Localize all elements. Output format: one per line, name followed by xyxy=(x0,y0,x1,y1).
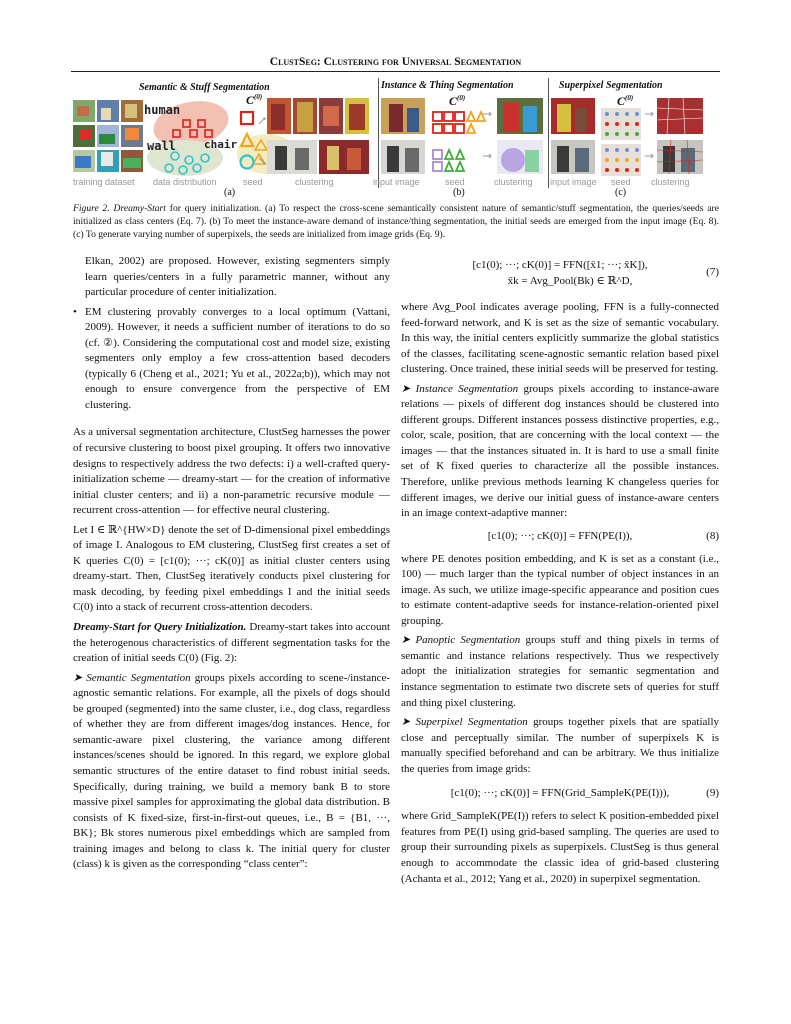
label-clustering-b: clustering xyxy=(494,177,533,187)
label-seed-c: seed xyxy=(611,177,631,187)
paragraph: Elkan, 2002) are proposed. However, existing segmenters simply learn queries/centers in a fully parametric manner, without any particular procedure of center initialization. xyxy=(85,255,390,299)
equation-number: (8) xyxy=(706,529,719,542)
seed-symbol-c: $C^{(0)}$ xyxy=(617,94,634,108)
right-column xyxy=(401,254,719,891)
seed-symbol-b: $C^{(0)}$ xyxy=(449,94,466,108)
paragraph-heading: Dreamy-Start for Query Initialization. xyxy=(73,621,247,634)
label-seed-b: seed xyxy=(445,177,465,187)
label-clustering-a: clustering xyxy=(295,177,334,187)
bullet-item xyxy=(73,305,390,414)
paragraph xyxy=(73,671,390,873)
paragraph: Let I ∈ ℝ^{HW×D} denote the set of D-dimensional pixel embeddings of image I. Analogous to EM clustering, ClustSeg first creates a set of K queries C(0) = [c1(0); ···; cK(0)] as initial cluster centers using dreamy-start. Then, ClustSeg iteratively conducts pixel clustering for mask decoding, by feeding pixel embeddings I and the initial seeds C(0) into a stack of recurrent cross-attention decoders. xyxy=(73,523,390,614)
clustering-result-c xyxy=(645,98,717,176)
equation-9-body: [c1(0); ···; cK(0)] = FFN(Grid_SampleK(PE(I))), xyxy=(450,786,670,799)
paragraph-heading: ➤ Panoptic Segmentation xyxy=(401,634,521,647)
panel-title-instance: Instance & Thing Segmentation xyxy=(381,80,514,91)
clustering-result-b xyxy=(481,98,545,176)
equation-8 xyxy=(401,526,719,548)
caption-label: Figure 2. xyxy=(73,203,110,214)
subfig-letter-a: (a) xyxy=(224,187,236,198)
paragraph-text: groups pixels according to scene-/instance-agnostic semantic relations. For example, all the pixels of dogs should be grouped (segmented) into the same cluster, i.e., dog class, regardless of whether they are from different images/dog instances. Hence, for semantic-aware pixel clustering, the variance among different instances/scenes should be ignored. In this regard, we explore global semantic structures of the entire dataset to find robust initial seeds. Specifically, during training, we build a memory bank B to store massive pixel samples for approximating the global data distribution. B consists of K fixed-size, first-in-first-out queues, i.e., B = {B1, ···, BK}; Bk stores numerous pixel embeddings which are sampled from training images and belong to class k. The initial query for cluster (class) k is given as the corresponding “class center”: xyxy=(73,671,391,871)
label-input-image-c: input image xyxy=(550,177,597,187)
paragraph-heading: ➤ Instance Segmentation xyxy=(401,382,519,395)
seed-symbol-a: $C^{(0)}$ xyxy=(246,93,263,107)
seed-grid-c xyxy=(601,108,651,178)
header-rule xyxy=(71,71,720,72)
equation-8-body: [c1(0); ···; cK(0)] = FFN(PE(I)), xyxy=(487,529,633,542)
label-clustering-c: clustering xyxy=(651,177,690,187)
label-data-distribution: data distribution xyxy=(153,177,217,187)
caption-text: for query initialization. (a) To respect the cross-scene semantically consistent nature of semantic/stuff segmentation, the queries/seeds are initialized as class centers (Eq. 7). (b) To meet the instance-aware demand of instance/thing segmentation, the initial seeds are emerged from the input image (Eq. 8). (c) To generate varying number of superpixels, the seeds are initialized from image grids (Eq. 9). xyxy=(73,203,719,240)
subfig-letter-c: (c) xyxy=(615,187,627,198)
paragraph xyxy=(401,715,719,777)
paragraph-text: groups pixels according to instance-aware relations — pixels of different dog instances should be clustered into different groups. Different instances possess distinctive properties, e.g., color, scale, position, that are concerning with the local context — the images — that the instances situated in. It is hard to use a small finite set of K fixed queries to characterize all the possible instances. Therefore, unlike previous methods learning K changeless queries for different images, we derive our initial guess of instance-aware centers in an image context-adaptive manner: xyxy=(401,382,720,520)
equation-number: (7) xyxy=(706,266,719,278)
subfig-letter-b: (b) xyxy=(453,187,465,198)
equation-7-line-2: x̄k = Avg_Pool(Bk) ∈ ℝ^D, xyxy=(507,275,633,287)
paragraph: where Grid_SampleK(PE(I)) refers to select K position-embedded pixel features from PE(I) using grid-based sampling. The queries are used to group their surrounding pixels as superpixels. ClustSeg is thus general enough to accommodate the classic idea of grid-based clustering (Achanta et al., 2012; Yang et al., 2020) in superpixel segmentation. xyxy=(401,810,719,885)
left-column xyxy=(73,254,390,877)
paragraph: where Avg_Pool indicates average pooling, FFN is a fully-connected feed-forward network, and K is set as the size of semantic vocabulary. In this way, the initial centers explicitly summarize the global statistics of the classes, facilitating scene-agnostic semantic relation based pixel clustering. Once trained, these initial seeds will be preserved for testing. xyxy=(401,301,719,376)
human-blob-label: human xyxy=(144,103,181,117)
label-seed-a: seed xyxy=(243,177,263,187)
equation-7-line-1: [c1(0); ···; cK(0)] = FFN([x̄1; ···; x̄K]), xyxy=(472,259,648,272)
wall-blob-label: wall xyxy=(147,139,176,153)
panel-divider xyxy=(378,78,379,188)
paragraph-text: Dreamy-start takes into account the heterogenous characteristics of different segmentation tasks for the creation of initial seeds C(0) (Fig. 2): xyxy=(73,621,391,665)
paragraph-heading: ➤ Semantic Segmentation xyxy=(73,671,191,684)
equation-7 xyxy=(401,254,719,294)
paragraph-heading: ➤ Superpixel Segmentation xyxy=(401,716,528,729)
bullet-text: EM clustering provably converges to a local optimum (Vattani, 2009). However, it needs a sufficient number of iterations to do so (cf. ②). Considering the computational cost and model size, existing segmenters only employ a few cross-attention based decoders (typically 6 (Cheng et al., 2021; Yu et al., 2022a;b)), which may not enough to ensure convergence from the perspective of EM clustering. xyxy=(85,305,390,411)
panel-title-semantic: Semantic & Stuff Segmentation xyxy=(139,82,270,93)
input-image-b xyxy=(381,98,427,176)
label-input-image-b: input image xyxy=(373,177,420,187)
figure-2 xyxy=(71,76,720,200)
paragraph xyxy=(73,620,390,667)
chair-blob-label: chair xyxy=(204,138,238,151)
paragraph xyxy=(401,382,719,522)
bullet-dot: • xyxy=(73,305,77,318)
equation-9 xyxy=(401,781,719,805)
running-head: ClustSeg: Clustering for Universal Segmentation xyxy=(269,56,522,68)
panel-title-superpixel: Superpixel Segmentation xyxy=(559,80,663,91)
equation-number: (9) xyxy=(706,786,719,799)
paragraph xyxy=(401,633,719,711)
label-training-dataset: training dataset xyxy=(73,177,135,187)
clustering-photos-a xyxy=(267,98,371,176)
paragraph-text: groups together pixels that are spatially close and perceptually similar. The number of superpixels K is manually specified beforehand and can be arbitrary. We thus initialize the queries from image grids: xyxy=(401,716,720,775)
training-dataset-grid xyxy=(73,100,145,174)
paragraph-text: groups stuff and thing pixels in terms of semantic and instance relations respectively. Thus we respectively adopt the initialization strategies for semantic segmentation and instance segmentation to estimate two discrete sets of queries for stuff and thing pixel clustering. xyxy=(401,634,719,709)
paragraph: As a universal segmentation architecture, ClustSeg harnesses the power of recursive clustering to boost pixel grouping. It offers two innovative designs to respectively address the two defects: i) a well-crafted query-initialization scheme — dreamy-start — for the creation of informative initial cluster centers; and ii) a non-parametric recursive module — recurrent cross-attention — for effective neural clustering. xyxy=(73,426,390,517)
caption-title: Dreamy-Start xyxy=(113,203,166,214)
figure-caption xyxy=(73,202,719,241)
panel-divider xyxy=(548,78,549,188)
paragraph: where PE denotes position embedding, and K is set as a constant (i.e., 100) — much larger than the typical number of object instances in an image. As such, we utilize image-specific appearance and position cues to estimate content-adaptive seeds for instance-relation-oriented pixel grouping. xyxy=(401,552,719,627)
input-image-c xyxy=(551,98,597,176)
